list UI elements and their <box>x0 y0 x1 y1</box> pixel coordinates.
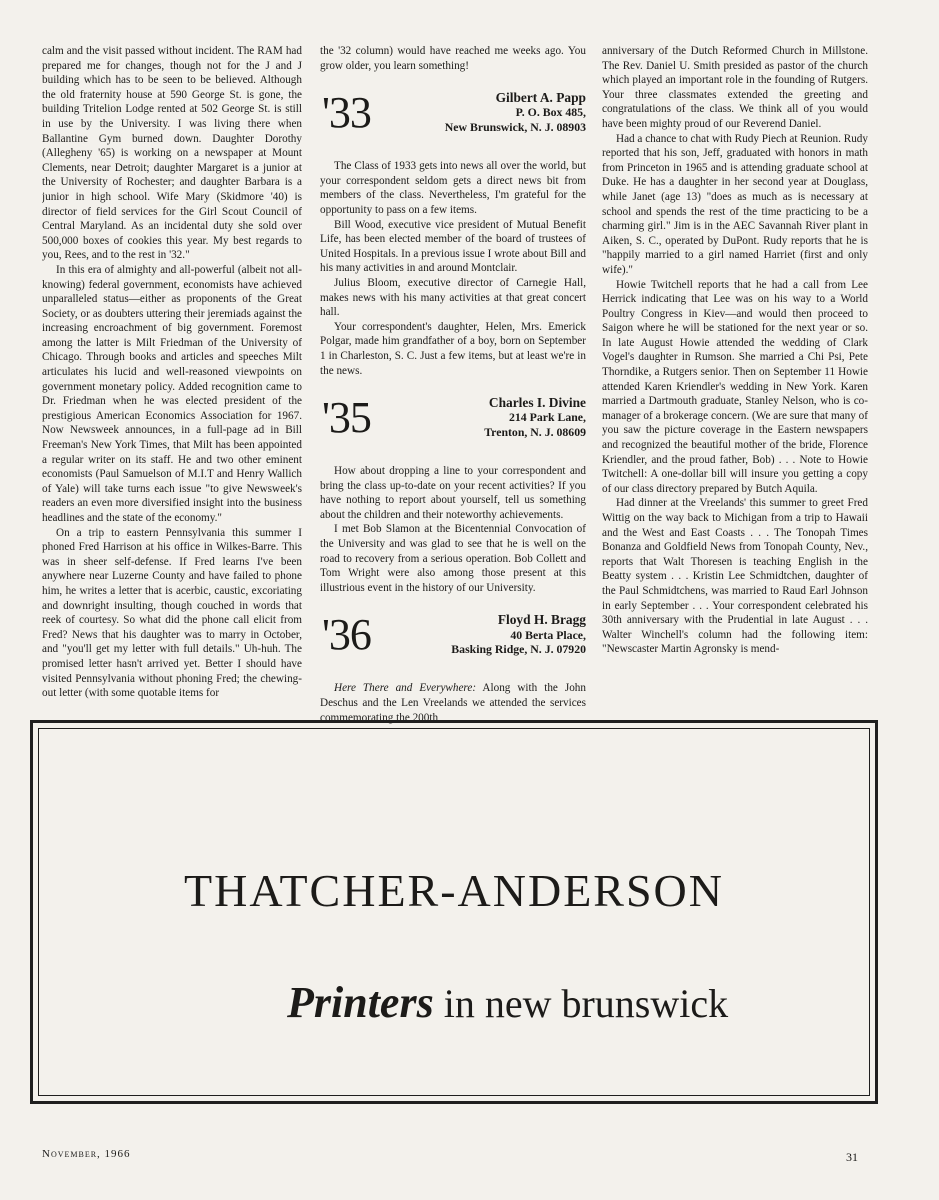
correspondent-address-line2: New Brunswick, N. J. 08903 <box>444 119 586 134</box>
issue-date: November, 1966 <box>42 1148 131 1160</box>
col2-intro: the '32 column) would have reached me weeks ago. You grow older, you learn something! <box>320 45 586 72</box>
col1-paragraph-1: calm and the visit passed without incident. The RAM had prepared me for changes, though not for the J and J building which has to be seen to be believed. Although the old fraternity house at 590 George St. is gone, the building Tritelion Lodge rented at 502 George St. is still in use by the University. I was living there when Ballantine Gym burned down. Daughter Dorothy (Allegheny '65) is working on a newspaper at Mount Clements, near Detroit; daughter Margaret is a junior at the University of Rochester; and daughter Barbara is a junior in high school. Wife Mary (Skidmore '40) is director of field services for the Girl Scout Council of Central Maryland. As an incidental duty she sold over 500,000 boxes of cookies this year. My best regards to you, Rees, and to the rest in '32." <box>42 45 302 262</box>
correspondent-address-line1: P. O. Box 485, <box>515 105 586 120</box>
class33-paragraph-4: Your correspondent's daughter, Helen, Mrs. Emerick Polgar, made him grandfather of a boy, born on September 1 in Charleston, S. C. Just a few items, but at least we're in the news. <box>320 320 586 377</box>
class35-paragraph-2: I met Bob Slamon at the Bicentennial Convocation of the University and was glad to see that he is well on the road to recovery from a serious operation. Bob Collett and Tom Wright were also among those present at this illustrious event in the history of our University. <box>320 523 586 594</box>
col3-paragraph-2: Had a chance to chat with Rudy Piech at Reunion. Rudy reported that his son, Jeff, graduated with honors in math from Princeton in 1965 and is attending graduate school at Duke. He has a daughter in her second year at Douglass, while Janet (age 13) "does as much as is necessary at school and spends the rest of the time practicing to be a charming girl." Jim is in the AEC Savannah River plant in Aiken, S. C., operated by DuPont. Rudy reports that he is "happily married to a girl named Harriet (first and only wife)." <box>602 132 868 276</box>
class33-paragraph-2: Bill Wood, executive vice president of Mutual Benefit Life, has been elected member of the board of trustees of United Hospitals. In a previous issue I wrote about Bill and his many activities in and around Montclair. <box>320 218 586 275</box>
correspondent-block <box>451 613 586 656</box>
class-year: '33 <box>322 88 371 138</box>
col3-paragraph-4: Had dinner at the Vreelands' this summer to greet Fred Wittig on the way back to Michigan from a trip to Hawaii and the West and East Coasts . . . The Tonopah Times Bonanza and Goldfield News from Tonopah County, Nev., reports that Walt Thoresen is teaching English in the Beatty system . . . Kristin Lee Schmidtchen, daughter of the Paul Schmidtchens, was married to Raud Earl Johnson in early September . . . Your correspondent celebrated his 30th anniversary with the Prudential in late August . . . Walter Winchell's column had the following item: "Newscaster Martin Agronsky is mend- <box>602 497 868 656</box>
correspondent-address-line1: 214 Park Lane, <box>508 410 586 425</box>
correspondent-block <box>484 396 586 439</box>
class33-paragraph-1: The Class of 1933 gets into news all over the world, but your correspondent seldom gets a direct news bit from members of the class. Nevertheless, I'm grateful for the opportunity to pass on a few items. <box>320 160 586 216</box>
col3-paragraph-1: anniversary of the Dutch Reformed Church in Millstone. The Rev. Daniel U. Smith presided as pastor of the church which played an important role in the founding of Rutgers. Your three classmates extended the greeting and congratulations of the class. We think all of you would have been mighty proud of our Reverend Daniel. <box>602 45 868 130</box>
class-year: '36 <box>322 610 371 660</box>
class-header-35 <box>320 392 586 456</box>
correspondent-address-line2: Trenton, N. J. 08609 <box>484 424 586 439</box>
col3-paragraph-3: Howie Twitchell reports that he had a call from Lee Herrick indicating that Lee was on his way to a World Poultry Congress in Kiev—and would then proceed to Saigon where he will be stationed for the next year or so. In late August Howie attended the wedding of Clark Vogel's daughter in Rumson. She married a Chi Psi, Pete Thorndike, a Rutgers senior. Then on September 11 Howie attended Karen Kriendler's wedding in New York. Karen married a Dartmouth graduate, Stanley Nelson, who is co-manager of a brokerage concern. (We are sure that many of you saw the picture coverage in the Eastern newspapers and recognized the beautiful mother of the bride, Florence Kriendler, and the proud father, Bob) . . . Note to Howie Twitchell: A one-dollar bill will insure you getting a copy of our class directory prepared by Butch Aquila. <box>602 278 868 495</box>
class-header-36 <box>320 609 586 673</box>
correspondent-block <box>445 91 586 134</box>
printer-advertisement <box>30 720 878 1104</box>
col1-paragraph-3: On a trip to eastern Pennsylvania this summer I phoned Fred Harrison at his office in Wilkes-Barre. This was in sheer self-defense. If Fred learns I've been anywhere near Luzerne County and have failed to phone him, he writes a letter that is acerbic, caustic, excoriating and downright insulting, though couched in words that reek of courtesy. So what did the phone call elicit from Fred? News that his daughter was to marry in October, and "you'll get my letter with full details." Uh-huh. The promised letter hasn't arrived yet. Better I should have visited Pennsylvania without phoning Fred; the chewing-out letter (with some quotable items for <box>42 526 302 700</box>
ad-company-name: THATCHER-ANDERSON <box>184 865 724 916</box>
class36-lead-italic: Here There and Everywhere: <box>334 682 477 695</box>
class36-paragraph-1 <box>320 681 586 725</box>
correspondent-name: Charles I. Divine <box>488 395 586 411</box>
class35-paragraph-1: How about dropping a line to your correspondent and bring the class up-to-date on your recent activities? If you have nothing to report about yourself, tell us something about the children and their noteworthy achievements. <box>320 465 586 521</box>
class36-lead-text: Along with the John Deschus and the Len Vreelands we attended the services commemorating the 200th <box>320 682 586 724</box>
correspondent-address-line1: 40 Berta Place, <box>510 627 586 642</box>
page-number: 31 <box>846 1150 858 1164</box>
col1-paragraph-2: In this era of almighty and all-powerful (albeit not all-knowing) federal government, economists have achieved unparalleled status—either as proponents of the Great Society, or as doubters uttering their jeremiads against the increasing encroachment of big government. Foremost among the latter is Milt Friedman of the University of Chicago. Through books and articles and speeches Milt articulates his lucid and well-reasoned viewpoints on government monetary policy. Added recognition came to Dr. Friedman when he was elected president of the prestigious American Economics Association for 1967. Now Newsweek announces, in a full-page ad in Bill Freeman's New York Times, that Milt has been appointed a regular writer on its staff. He and two other eminent economists (Paul Samuelson of M.I.T and Henry Wallich of Yale) will take turns each issue "to give Newsweek's readers an even more diversified insight into the business headlines and the state of the economy." <box>42 263 302 524</box>
ad-tagline-printers: Printers <box>287 978 434 1027</box>
correspondent-address-line2: Basking Ridge, N. J. 07920 <box>451 641 586 656</box>
correspondent-name: Floyd H. Bragg <box>497 612 586 628</box>
ad-tagline-rest: in new brunswick <box>433 981 729 1026</box>
class-header-33 <box>320 87 586 151</box>
column-2 <box>320 44 586 744</box>
correspondent-name: Gilbert A. Papp <box>495 90 586 106</box>
ad-tagline <box>287 978 728 1029</box>
column-3 <box>602 44 868 744</box>
class-year: '35 <box>322 393 371 443</box>
class33-paragraph-3: Julius Bloom, executive director of Carnegie Hall, makes news with his many activities at that great concert hall. <box>320 276 586 319</box>
